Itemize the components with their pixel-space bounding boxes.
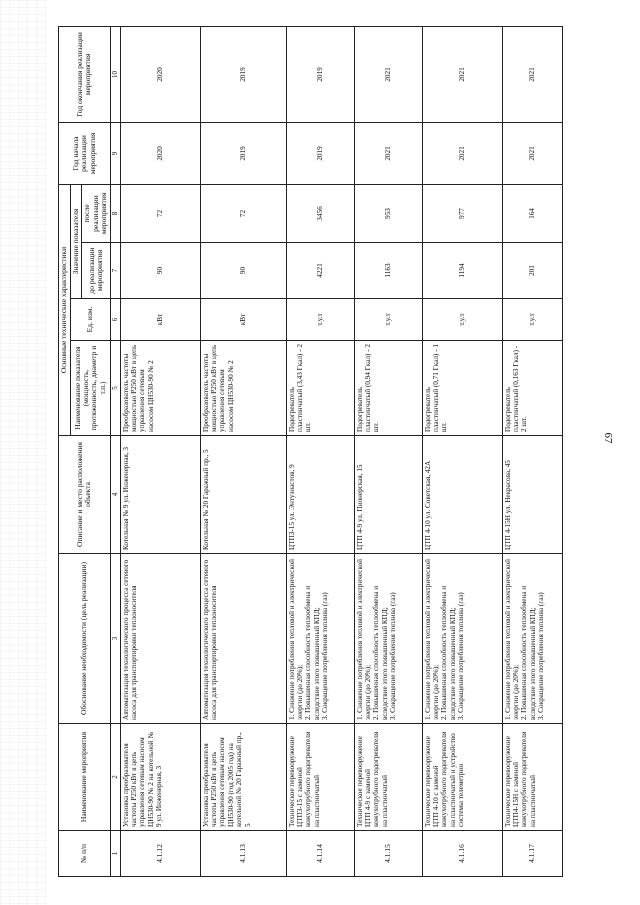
- table-row: [120, 26, 200, 876]
- col-num: 5: [110, 341, 120, 436]
- row-end-year: 2021: [502, 26, 562, 122]
- row-unit: т.у.т: [286, 299, 354, 341]
- reason-line: 2. Повышенная способность теплообмена и вследствие этого повышенный КПД;: [372, 585, 389, 720]
- row-name: Установка преобразователя частоты P250 кВт в цепь управления сетевым насосом ЦН530-90 (год 2005 год) на котельной № 20 Гаражный пр., 5: [200, 724, 286, 831]
- row-before: 201: [502, 243, 562, 299]
- row-parameter: Преобразователь частоты мощностью P250 кВт в цепь управления сетевым насосом ЦН530-90 № 2: [120, 341, 200, 436]
- row-id: 4.1.14: [286, 831, 354, 877]
- row-start-year: 2021: [422, 122, 502, 184]
- table-row: [354, 26, 422, 876]
- header-start-year: Год начала реализации мероприятия: [59, 122, 111, 184]
- row-reason: [200, 554, 286, 724]
- row-end-year: 2021: [422, 26, 502, 122]
- row-parameter: Подогреватель пластинчатый (3,43 Гкал) - 2 шт.: [286, 341, 354, 436]
- row-id: 4.1.13: [200, 831, 286, 877]
- row-reason: [502, 554, 562, 724]
- col-num: 6: [110, 299, 120, 341]
- row-location: ЦТП 4-9 ул. Пионерская, 15: [354, 436, 422, 554]
- row-before: 90: [200, 243, 286, 299]
- row-before: 90: [120, 243, 200, 299]
- header-name: Наименование мероприятия: [59, 724, 111, 831]
- reason-line: 3. Сокращение потребления топлива (газ): [321, 592, 330, 720]
- reason-line: 1. Снижение потребления тепловой и электрической энергии (до 20%);: [503, 559, 521, 720]
- column-numbers-row: [110, 26, 120, 876]
- row-location: Котельная № 20 Гаражный пр., 5: [200, 436, 286, 554]
- row-name: Техническое перевооружение ЦТП3-15 с заменой кожухотрубного подогревателя на пластинчатый: [286, 724, 354, 831]
- row-after: 977: [422, 184, 502, 242]
- row-end-year: 2019: [200, 26, 286, 122]
- row-end-year: 2021: [354, 26, 422, 122]
- reason-line: 1. Снижение потребления тепловой и электрической энергии (до 20%);: [355, 559, 373, 720]
- row-unit: т.у.т: [354, 299, 422, 341]
- col-num: 8: [110, 184, 120, 242]
- row-unit: кВт: [200, 299, 286, 341]
- header-reason: Обоснование необходимости (цель реализации): [59, 554, 111, 724]
- col-num: 1: [110, 831, 120, 877]
- header-after: после реализации мероприятия: [82, 184, 110, 242]
- page-number: 67: [602, 432, 614, 444]
- row-location: ЦТП 4-10 ул. Советская, 42А: [422, 436, 502, 554]
- row-name: Установка преобразователя частоты P250 кВт в цепь управления сетевым насосом ЦН530-90 № 2 на котельной № 9 ул. Инженерная, 3: [120, 724, 200, 831]
- col-num: 4: [110, 436, 120, 554]
- row-parameter: Подогреватель пластинчатый (0,163 Гкал) - 2 шт.: [502, 341, 562, 436]
- header-end-year: Год окончания реализации мероприятия: [59, 26, 111, 122]
- row-name: Техническое перевооружение ЦТП 4-10 с заменой кожухотрубного подогревателя на пластинчатый и устройство системы телеметрии: [422, 724, 502, 831]
- col-num: 7: [110, 243, 120, 299]
- row-id: 4.1.12: [120, 831, 200, 877]
- row-name: Техническое перевооружение ЦТП4-15Н с заменой кожухотрубного подогревателя на пластинчатый: [502, 724, 562, 831]
- header-before: до реализации мероприятия: [82, 243, 110, 299]
- row-unit: кВт: [120, 299, 200, 341]
- table-row: [422, 26, 502, 876]
- row-id: 4.1.16: [422, 831, 502, 877]
- reason-line: 2. Повышенная способность теплообмена и вследствие этого повышенный КПД;: [520, 585, 537, 720]
- col-num: 10: [110, 26, 120, 122]
- table-row: [502, 26, 562, 876]
- row-id: 4.1.17: [502, 831, 562, 877]
- reason-line: 3. Сокращение потребления топлива (газ): [457, 592, 466, 720]
- row-parameter: Преобразователь частоты мощностью P250 кВт в цепь управления сетевым насосом ЦН530-90 № 2: [200, 341, 286, 436]
- reason-line: 3. Сокращение потребления топлива (газ): [537, 592, 546, 720]
- row-reason: [120, 554, 200, 724]
- row-start-year: 2021: [502, 122, 562, 184]
- row-parameter: Подогреватель пластинчатый (0,71 Гкал) - 1 шт.: [422, 341, 502, 436]
- table-row: [286, 26, 354, 876]
- row-after: 72: [200, 184, 286, 242]
- row-name: Техническое перевооружение ЦТП 4-9 с заменой кожухотрубного подогревателя на пластинчатый: [354, 724, 422, 831]
- row-start-year: 2019: [200, 122, 286, 184]
- header-parameter: Наименование показателя (мощность, протяженность, диаметр и т.п.): [71, 341, 111, 436]
- row-location: ЦТП 4-15Н ул. Некрасова, 45: [502, 436, 562, 554]
- row-parameter: Подогреватель пластинчатый (0,94 Гкал) - 2 шт.: [354, 341, 422, 436]
- row-before: 1194: [422, 243, 502, 299]
- header-values: Значение показателя: [71, 184, 82, 298]
- reason-line: 3. Сокращение потребления топлива (газ): [389, 592, 398, 720]
- row-location: ЦТП3-15 ул. Энтузиастов, 9: [286, 436, 354, 554]
- row-after: 164: [502, 184, 562, 242]
- row-reason: [354, 554, 422, 724]
- col-num: 2: [110, 724, 120, 831]
- row-location: Котельная № 9 ул. Инженерная, 3: [120, 436, 200, 554]
- row-after: 953: [354, 184, 422, 242]
- row-reason: [422, 554, 502, 724]
- row-start-year: 2021: [354, 122, 422, 184]
- row-unit: т.у.т: [502, 299, 562, 341]
- measures-table: [58, 26, 563, 877]
- row-start-year: 2020: [120, 122, 200, 184]
- table-row: [200, 26, 286, 876]
- col-num: 9: [110, 122, 120, 184]
- reason-line: 1. Снижение потребления тепловой и электрической энергии (до 20%);: [287, 559, 305, 720]
- reason-line: Автоматизация технологического процесса сетевого насоса для транспортировки теплоносителя: [201, 559, 219, 720]
- row-before: 4221: [286, 243, 354, 299]
- rotated-table-wrapper: [58, 27, 563, 877]
- header-number: № п/п: [59, 831, 111, 877]
- row-after: 72: [120, 184, 200, 242]
- row-before: 1163: [354, 243, 422, 299]
- reason-line: Автоматизация технологического процесса сетевого насоса для транспортировки теплоносителя: [121, 559, 139, 720]
- header-main-characteristics: Основные технические характеристики: [59, 184, 71, 435]
- row-id: 4.1.15: [354, 831, 422, 877]
- row-unit: т.у.т: [422, 299, 502, 341]
- row-end-year: 2019: [286, 26, 354, 122]
- row-after: 3456: [286, 184, 354, 242]
- scan-edge-noise: [0, 0, 46, 905]
- reason-line: 1. Снижение потребления тепловой и электрической энергии (до 20%);: [423, 559, 441, 720]
- row-reason: [286, 554, 354, 724]
- row-end-year: 2020: [120, 26, 200, 122]
- reason-line: 2. Повышенная способность теплообмена и вследствие этого повышенный КПД;: [304, 585, 321, 720]
- header-unit: Ед. изм.: [71, 299, 111, 341]
- header-location: Описание и место расположения объекта: [59, 436, 111, 554]
- reason-line: 2. Повышенная способность теплообмена и вследствие этого повышенный КПД;: [440, 585, 457, 720]
- col-num: 3: [110, 554, 120, 724]
- row-start-year: 2019: [286, 122, 354, 184]
